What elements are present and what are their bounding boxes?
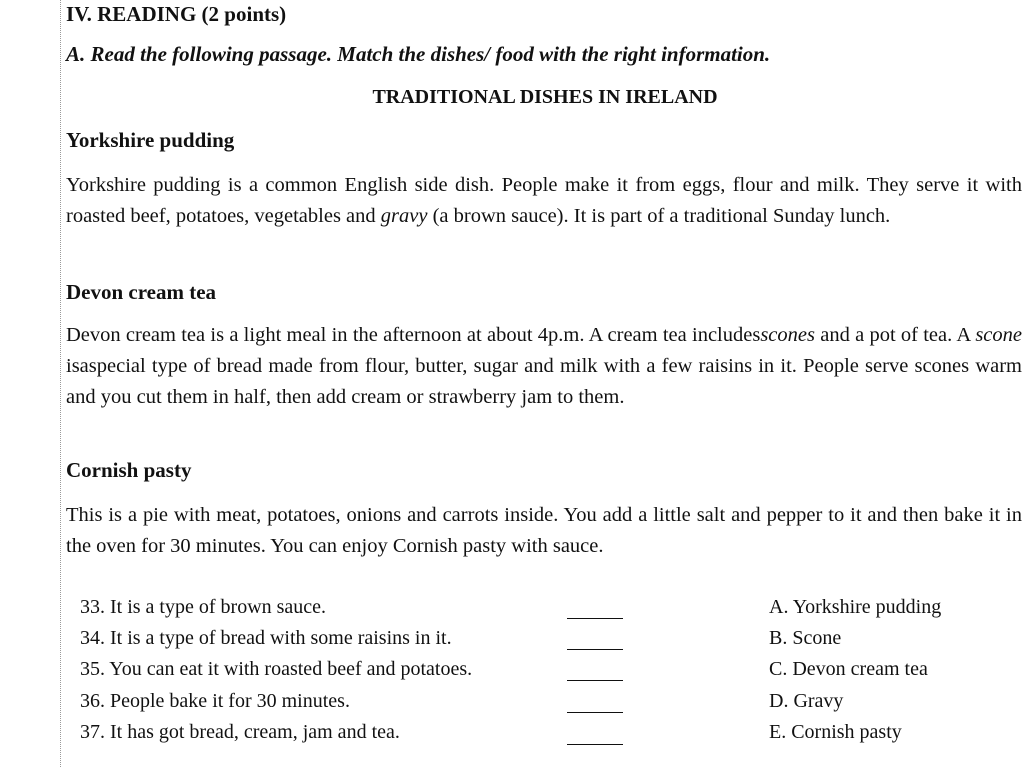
answer-blank-34[interactable] xyxy=(567,649,623,650)
dish-paragraph-devon: Devon cream tea is a light meal in the afternoon at about 4p.m. A cream tea includesscones and a pot of tea. A scone isaspecial type of bread made from flour, butter, sugar and milk with a few raisins in it. People serve scones warm and you cut them in half, then add cream or strawberry jam to them. xyxy=(66,324,1022,408)
question-34: 34. It is a type of bread with some raisins in it. xyxy=(80,627,452,649)
dish-heading-devon: Devon cream tea xyxy=(66,280,217,304)
option-a: A. Yorkshire pudding xyxy=(769,596,942,618)
question-33: 33. It is a type of brown sauce. xyxy=(80,596,327,618)
answer-blank-33[interactable] xyxy=(567,618,623,619)
question-37: 37. It has got bread, cream, jam and tea. xyxy=(80,721,400,743)
answer-blank-37[interactable] xyxy=(567,744,623,745)
option-e: E. Cornish pasty xyxy=(769,721,902,743)
option-b: B. Scone xyxy=(769,627,842,649)
dish-paragraph-cornish: This is a pie with meat, potatoes, onions and carrots inside. You add a little salt and pepper to it and then bake it in the oven for 30 minutes. You can enjoy Cornish pasty with sauce. xyxy=(66,504,1022,557)
question-36: 36. People bake it for 30 minutes. xyxy=(80,690,350,712)
option-c: C. Devon cream tea xyxy=(769,658,928,680)
section-title: IV. READING (2 points) xyxy=(66,2,287,26)
answer-blank-35[interactable] xyxy=(567,680,623,681)
question-35: 35. You can eat it with roasted beef and potatoes. xyxy=(80,658,473,680)
dish-heading-cornish: Cornish pasty xyxy=(66,458,192,482)
option-d: D. Gravy xyxy=(769,690,844,712)
page-margin-line xyxy=(60,0,61,767)
dish-heading-yorkshire: Yorkshire pudding xyxy=(66,128,235,152)
instruction: A. Read the following passage. Match the dishes/ food with the right information. xyxy=(66,42,771,66)
answer-blank-36[interactable] xyxy=(567,712,623,713)
dish-paragraph-yorkshire: Yorkshire pudding is a common English side dish. People make it from eggs, flour and milk. They serve it with roasted beef, potatoes, vegetables and gravy (a brown sauce). It is part of a traditional Sunday lunch. xyxy=(66,174,1022,227)
passage-title: TRADITIONAL DISHES IN IRELAND xyxy=(372,86,718,108)
